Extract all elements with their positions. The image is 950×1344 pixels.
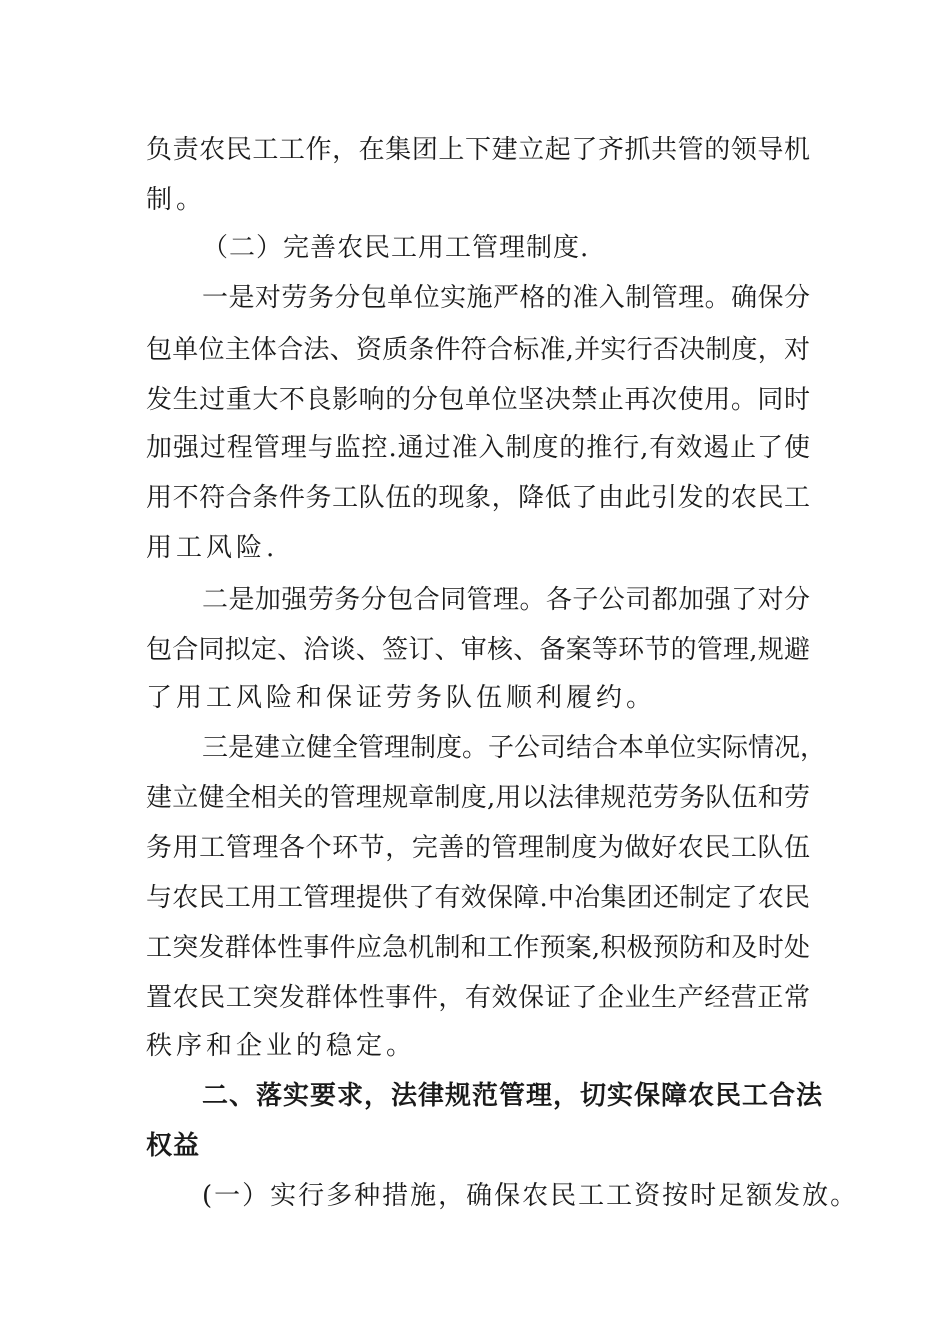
body-line: 二是加强劳务分包合同管理。各子公司都加强了对分 (202, 585, 810, 615)
body-line: 包单位主体合法、资质条件符合标准,并实行否决制度，对 (146, 335, 810, 365)
body-line: 务用工管理各个环节，完善的管理制度为做好农民工队伍 (146, 833, 810, 863)
body-line: 包合同拟定、洽谈、签订、审核、备案等环节的管理,规避 (146, 635, 810, 665)
section-heading: 权益 (146, 1131, 201, 1161)
body-line: 了用工风险和保证劳务队伍顺利履约。 (146, 683, 657, 713)
body-line: 建立健全相关的管理规章制度,用以法律规范劳务队伍和劳 (146, 783, 810, 813)
body-line: 秩序和企业的稳定。 (146, 1031, 417, 1061)
section-heading: 二、落实要求，法律规范管理，切实保障农民工合法 (202, 1081, 824, 1111)
body-line: 用不符合条件务工队伍的现象，降低了由此引发的农民工 (146, 483, 810, 513)
body-line: 发生过重大不良影响的分包单位坚决禁止再次使用。同时 (146, 385, 810, 415)
body-line: 一是对劳务分包单位实施严格的准入制管理。确保分 (202, 283, 810, 313)
body-line: 用工风险. (146, 533, 279, 563)
body-line: 工突发群体性事件应急机制和工作预案,积极预防和及时处 (146, 933, 810, 963)
subheading: （二）完善农民工用工管理制度. (202, 233, 590, 263)
body-line: 负责农民工工作，在集团上下建立起了齐抓共管的领导机 (146, 135, 810, 165)
body-line: 三是建立健全管理制度。子公司结合本单位实际情况， (202, 733, 827, 763)
body-line: 与农民工用工管理提供了有效保障.中冶集团还制定了农民 (146, 883, 810, 913)
body-line: 加强过程管理与监控.通过准入制度的推行,有效遏止了使 (146, 433, 810, 463)
body-line: 置农民工突发群体性事件，有效保证了企业生产经营正常 (146, 983, 810, 1013)
body-line: 制。 (146, 185, 207, 215)
subheading: (一）实行多种措施，确保农民工工资按时足额发放。 (202, 1181, 859, 1211)
